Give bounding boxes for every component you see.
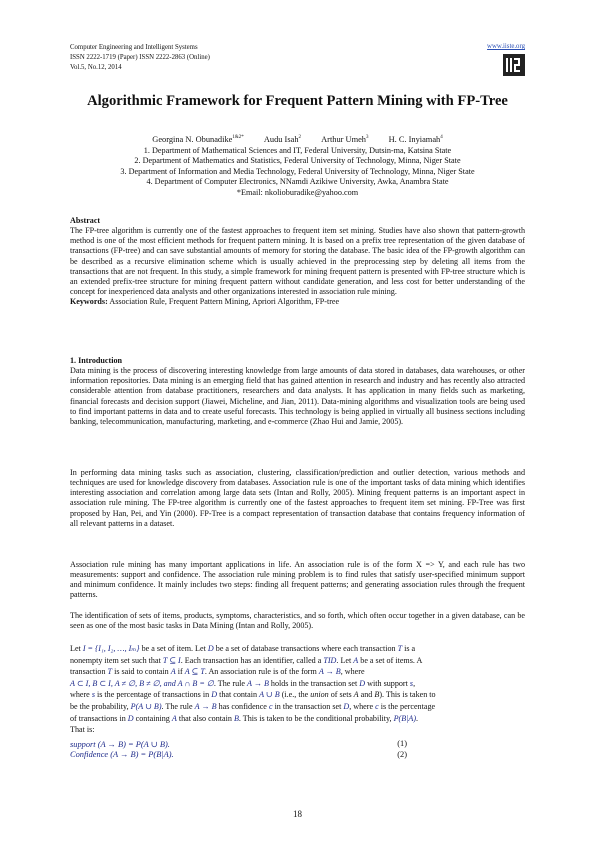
abstract-body: The FP-tree algorithm is currently one of the fastest approaches to frequent item set mining. Studies have also shown that pattern-growth method is one of the most efficient methods for frequent pattern mining. It is based on a prefix tree representation of the given database of transactions (FP-tree) and can save substantial amounts of memory for storing the database. The basic idea of the FP-growth algorithm can be described as a recursive elimination scheme which is usually achieved in the preprocessing step by deleting all items from the transactions that are not frequent. In this study, a simple framework for mining frequent pattern is presented with FP-tree structure which is an extended prefix-tree structure for mining frequent pattern without candidate generation, and less cost for better understanding of the concept for inexperienced data analysts and other organizations interested in association rule mining. [70,226,525,297]
paragraph: Data mining is the process of discovering interesting knowledge from large amounts of data stored in databases, data warehouses, or other information repositories. Data mining is an emerging field that has gained attention in research and industry and has recently also attracted considerable attention from database practitioners, researchers and data analysts. It has application in many fields such as marketing, financial forecasts and decision support (Jiawei, Micheline, and Jian, 2011). Data-mining algorithms and visualization tools are being used to find important patterns in data and to create useful forecasts. This technology is being applied in virtually all business sections including banking, telecommunication, manufacturing, marketing, and e-commerce (Zhao Hui and Jamie, 2005). [70,366,525,426]
paragraph: Association rule mining has many important applications in life. An association rule is of the form X => Y, and each rule has two measurements: support and confidence. The association rule mining problem is to find rules that satisfy user-specified minimum support and minimum confidence. It mainly includes two steps: finding all frequent patterns; and generating association rules through the frequent patterns. [70,560,525,600]
abstract-heading: Abstract [70,216,101,225]
author: Audu Isah$^2$ [263,135,302,144]
equation-support: support (A → B) = P(A ∪ B). (1) [70,739,407,749]
affiliation: 2. Department of Mathematics and Statistics, Federal University of Technology, Minna, Niger State [134,156,461,166]
affiliations [60,146,535,198]
abstract-section [70,216,525,307]
equation-confidence: Confidence (A → B) = P(B|A). (2) [70,750,407,759]
introduction-section [70,356,525,427]
author: Georgina N. Obunadike$^{1\&2*}$ [152,135,244,144]
contact-email: *Email: nkolioburadike@yahoo.com [236,187,359,197]
iiste-logo [503,54,525,76]
paragraph: In performing data mining tasks such as association, clustering, classification/prediction and outlier detection, various methods and techniques are used for knowledge discovery from databases. Association rule is one of the important tasks of data mining which identifies interesting association and correlation among large data sets (Intan and Rolly, 2005). Mining frequent patterns is an important aspect in association rule mining. The FP-tree algorithm is currently one of the fastest approaches to frequent item set mining. FP-Tree was first proposed by Han, Pei, and Yin (2000). FP-Tree is a compact representation of transaction database that contains frequency information of all relevant patterns in a dataset. [70,468,525,528]
definitions-paragraph: Let I = {I₁, I₂, …, Iₘ} be a set of item. Let D be a set of database transactions where each transaction T is a nonempty item set such that T ⊆ I. Each transaction has an identifier, called a TID. Let A be a set of items. A transaction T is said to contain A if A ⊆ T. An association rule is of the form A → B, where A ⊂ I, B ⊂ I, A ≠ ∅, B ≠ ∅, and A ∩ B = ∅. The rule A → B holds in the transaction set D with support s, where s is the percentage of transactions in D that contain A ∪ B (i.e., the union of sets A and B). This is taken to be the probability, P(A ∪ B). The rule A → B has confidence c in the transaction set D, where c is the percentage of transactions in D containing A that also contain B. This is taken to be the conditional probability, P(B|A). That is: [70,644,436,735]
affiliation: 4. Department of Computer Electronics, NNamdi Azikiwe University, Awka, Anambra State [146,177,449,187]
journal-name: Computer Engineering and Intelligent Systems [70,44,198,51]
volume-info: Vol.5, No.12, 2014 [70,64,122,71]
author-list [60,135,535,144]
affiliation: 3. Department of Information and Media Technology, Federal University of Technology, Minna, Niger State [120,166,475,176]
issn: ISSN 2222-1719 (Paper) ISSN 2222-2863 (Online) [70,54,210,61]
website-link[interactable]: www.iiste.org [487,43,525,50]
author: Arthur Umeh$^3$ [321,135,369,144]
keywords: Keywords: Association Rule, Frequent Pattern Mining, Apriori Algorithm, FP-tree [70,297,340,307]
author: H. C. Inyiamah$^4$ [388,135,443,144]
paragraph: The identification of sets of items, products, symptoms, characteristics, and so forth, which often occur together in a given database, can be seen as one of the most basic tasks in Data Mining (Intan and Rolly, 2005). [70,611,525,631]
affiliation: 1. Department of Mathematical Sciences and IT, Federal University, Dutsin-ma, Katsina State [143,146,452,155]
page-number: 18 [293,809,302,819]
paper-title: Algorithmic Framework for Frequent Pattern Mining with FP-Tree [87,93,508,109]
section-heading: 1. Introduction [70,356,123,365]
